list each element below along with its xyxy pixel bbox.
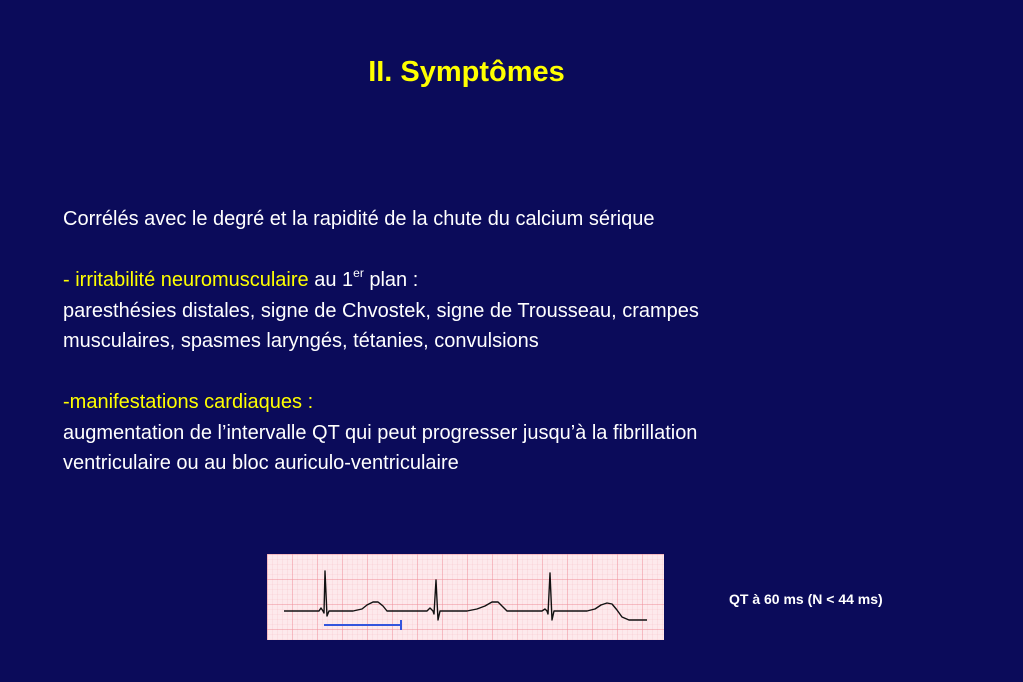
ecg-caption: QT à 60 ms (N < 44 ms) [729,591,883,607]
spacer [63,235,963,266]
neuromuscular-body-line2: musculaires, spasmes laryngés, tétanies, convulsions [63,330,539,352]
slide-title [0,56,1023,89]
slide-title-text: II. Symptômes [368,56,565,88]
slide-body [63,204,963,479]
neuromuscular-body-line1: paresthésies distales, signe de Chvostek, signe de Trousseau, crampes [63,299,699,322]
neuromuscular-heading-suffix-pre: au 1 [308,269,354,291]
intro-text: Corrélés avec le degré et la rapidité de la chute du calcium sérique [63,208,655,230]
ecg-strip-svg [267,554,664,640]
cardiac-body-line2: ventriculaire ou au bloc auriculo-ventriculaire [63,452,459,474]
neuromuscular-heading-sup: er [353,266,364,281]
cardiac-heading: -manifestations cardiaques : [63,391,314,413]
spacer [63,357,963,388]
ecg-strip-image [267,554,664,640]
cardiac-body-line1: augmentation de l’intervalle QT qui peut progresser jusqu’à la fibrillation [63,421,698,444]
neuromuscular-heading-label: - irritabilité neuromusculaire [63,269,309,291]
neuromuscular-heading-suffix-post: plan : [363,269,419,291]
section-neuromuscular-heading [63,265,963,296]
